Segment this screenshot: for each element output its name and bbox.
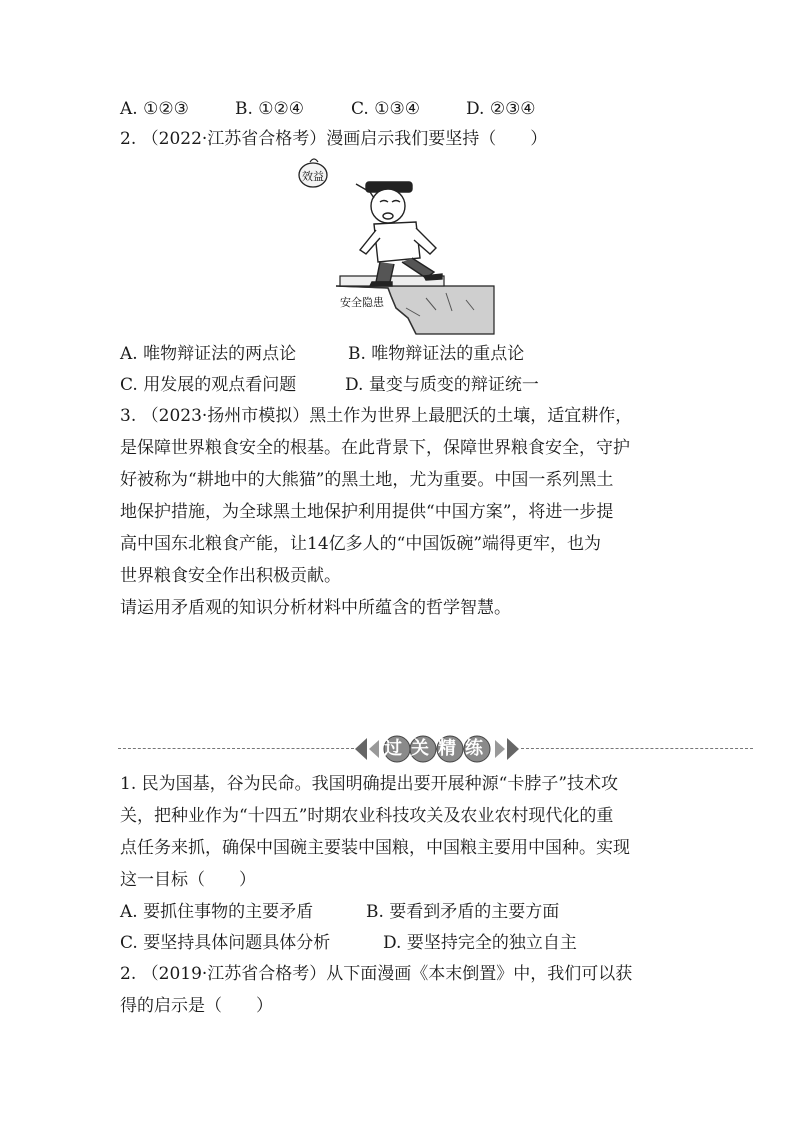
section-banner [353,734,521,764]
prev-options-row [120,98,536,120]
section-title: 过关精练 [384,738,492,759]
s1-option-c: C. 要坚持具体问题具体分析 [120,933,331,953]
q2-option-a: A. 唯物辩证法的两点论 [120,344,297,364]
q2-cartoon [296,158,496,336]
cartoon-illustration [296,158,496,336]
s1-options-row-2 [120,932,577,954]
s1-option-d: D. 要坚持完全的独立自主 [383,933,577,953]
section-divider-left [118,748,354,749]
q3-question: 请运用矛盾观的知识分析材料中所蕴含的哲学智慧。 [120,598,511,618]
q3-line-5: 高中国东北粮食产能，让14亿多人的“中国饭碗”端得更牢，也为 [120,534,602,554]
s2-line-1: 2. （2019·江苏省合格考）从下面漫画《本末倒置》中，我们可以获 [120,964,633,984]
s1-line-1: 1. 民为国基，谷为民命。我国明确提出要开展种源“卡脖子”技术攻 [120,774,619,794]
prev-option-c: C. ①③④ [351,99,420,119]
s2-line-2: 得的启示是（ ） [120,996,273,1016]
q2-options-row-2 [120,374,539,396]
q2-option-b: B. 唯物辩证法的重点论 [348,344,525,364]
q2-option-c: C. 用发展的观点看问题 [120,375,297,395]
q3-line-3: 好被称为“耕地中的大熊猫”的黑土地，尤为重要。中国一系列黑土 [120,470,614,490]
hazard-caption: 安全隐患 [340,296,384,309]
q2-option-d: D. 量变与质变的辩证统一 [345,375,539,395]
s1-line-2: 关，把种业作为“十四五”时期农业科技攻关及农业农村现代化的重 [120,806,614,826]
q2-stem: 2. （2022·江苏省合格考）漫画启示我们要坚持（ ） [120,129,548,149]
q3-line-4: 地保护措施，为全球黑土地保护利用提供“中国方案”，将进一步提 [120,502,614,522]
s1-option-b: B. 要看到矛盾的主要方面 [366,902,560,922]
walking-man-figure [356,182,442,286]
q3-line-6: 世界粮食安全作出积极贡献。 [120,566,341,586]
q3-line-1: 3. （2023·扬州市模拟）黑土作为世界上最肥沃的土壤，适宜耕作， [120,406,633,426]
section-divider-right [521,748,753,749]
s1-line-3: 点任务来抓，确保中国碗主要装中国粮，中国粮主要用中国种。实现 [120,838,630,858]
prev-option-d: D. ②③④ [466,99,536,119]
prev-option-b: B. ①②④ [235,99,305,119]
s1-option-a: A. 要抓住事物的主要矛盾 [120,902,314,922]
q2-options-row-1 [120,343,524,365]
benefit-badge [299,159,327,187]
s1-options-row-1 [120,901,559,923]
prev-option-a: A. ①②③ [120,99,189,119]
s1-line-4: 这一目标（ ） [120,870,256,890]
q3-line-2: 是保障世界粮食安全的根基。在此背景下，保障世界粮食安全，守护 [120,438,630,458]
badge-label: 效益 [302,170,324,183]
